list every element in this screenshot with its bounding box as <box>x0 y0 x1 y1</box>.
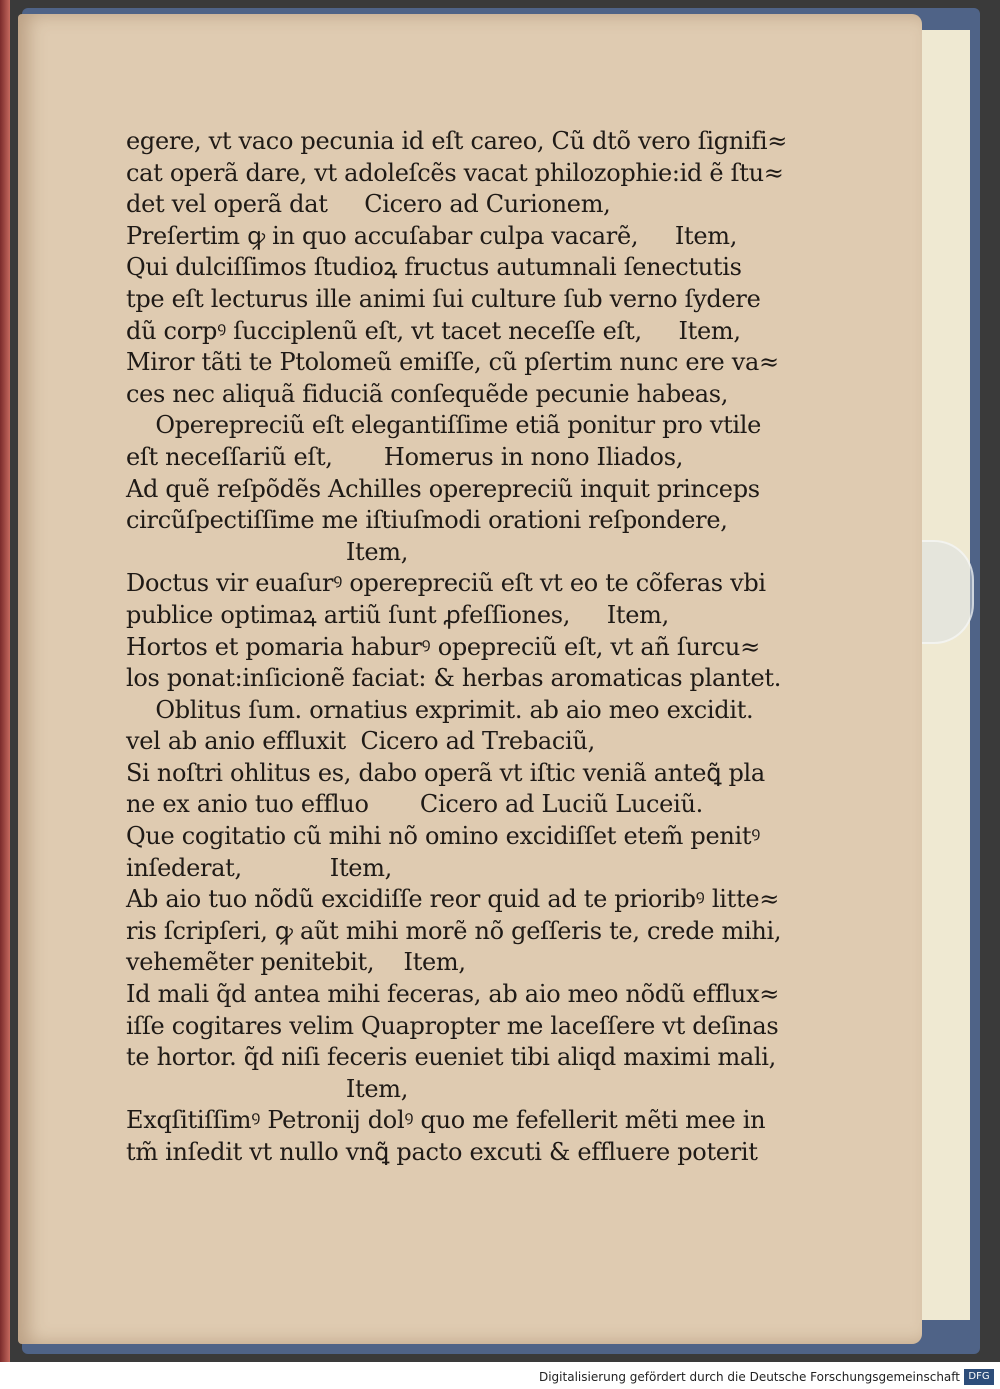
text-line: tm̃ inſedit vt nullo vnꝗ̃ pacto excuti & effluere poterit <box>126 1138 758 1166</box>
text-line: dũ corpꝰ ſucciplenũ eſt, vt tacet neceſſe eſt, Item, <box>126 316 741 345</box>
text-line: Qui dulciſſimos ſtudioꝝ fructus autumnali ſenectutis <box>126 253 742 282</box>
text-line: Hortos et pomaria haburꝰ opepreciũ eſt, vt añ ſurcu≈ <box>126 632 760 661</box>
text-line: cat operã dare, vt adoleſcẽs vacat philozophie:id ẽ ſtu≈ <box>126 158 784 187</box>
text-line: Si noſtri ohlitus es, dabo operã vt iſtic veniã anteꝗ̃ pla <box>126 758 765 787</box>
text-line: Preſertim ꝙ in quo accuſabar culpa vacarẽ, Item, <box>126 221 738 250</box>
text-line: Ad quẽ reſpõdẽs Achilles operepreciũ inquit princeps <box>126 474 760 503</box>
dfg-logo: DFG <box>964 1369 994 1385</box>
text-line: det vel operã dat Cicero ad Curionem, <box>126 190 611 219</box>
text-line: Miror tãti te Ptolomeũ emiſſe, cũ pſertim nunc ere va≈ <box>126 348 779 377</box>
text-line: ris ſcripſeri, ꝙ aũt mihi morẽ nõ geſſeris te, crede mihi, <box>126 916 782 945</box>
text-line: Item, <box>126 1074 409 1103</box>
text-line: te hortor. q̃d niſi feceris eueniet tibi aliqd maximi mali, <box>126 1043 777 1072</box>
text-line: inſederat, Item, <box>126 853 393 882</box>
text-line: Item, <box>126 537 409 566</box>
text-line: vel ab anio effluxit Cicero ad Trebaciũ, <box>126 727 595 756</box>
text-line: Oblitus ſum. ornatius exprimit. ab aio meo excidit. <box>126 695 754 724</box>
text-line: Exqſitiſſimꝰ Petronij dolꝰ quo me fefellerit mẽti mee in <box>126 1106 766 1135</box>
text-line: iſſe cogitares velim Quapropter me laceſſere vt deſinas <box>126 1011 779 1040</box>
text-line: circũſpectiſſime me iſtiuſmodi orationi reſpondere, <box>126 506 728 535</box>
footer <box>0 1366 1000 1389</box>
footer-credit: Digitalisierung gefördert durch die Deutsche Forschungsgemeinschaft <box>538 1370 960 1384</box>
text-line: Doctus vir euaſurꝰ operepreciũ eſt vt eo te cõferas vbi <box>126 569 766 598</box>
text-line: publice optimaꝝ artiũ ſunt ꝓfeſſiones, Item, <box>126 600 669 629</box>
text-line: ne ex anio tuo effluo Cicero ad Luciũ Luceiũ. <box>126 790 703 819</box>
text-line: egere, vt vaco pecunia id eſt careo, Cũ dtõ vero ſignifi≈ <box>126 127 788 155</box>
page-text <box>126 126 788 1169</box>
text-line: Operepreciũ eſt elegantiſſime etiã ponitur pro vtile <box>126 411 762 440</box>
text-line: Que cogitatio cũ mihi nõ omino excidiſſet etem̃ penitꝰ <box>126 822 761 851</box>
spine-edge <box>0 0 10 1362</box>
text-line: los ponat:inſicionẽ faciat: & herbas aromaticas plantet. <box>126 664 782 693</box>
text-line: eſt neceſſariũ eſt, Homerus in nono Iliados, <box>126 442 684 471</box>
text-line: Id mali q̃d antea mihi feceras, ab aio meo nõdũ efflux≈ <box>126 980 780 1009</box>
text-line: Ab aio tuo nõdũ excidiſſe reor quid ad te prioribꝰ litte≈ <box>126 885 780 914</box>
text-line: vehemẽter penitebit, Item, <box>126 948 466 977</box>
book-page <box>18 14 922 1344</box>
text-line: tpe eſt lecturus ille animi ſui culture ſub verno ſydere <box>126 284 761 313</box>
text-line: ces nec aliquã fiduciã conſequẽde pecunie habeas, <box>126 379 729 408</box>
